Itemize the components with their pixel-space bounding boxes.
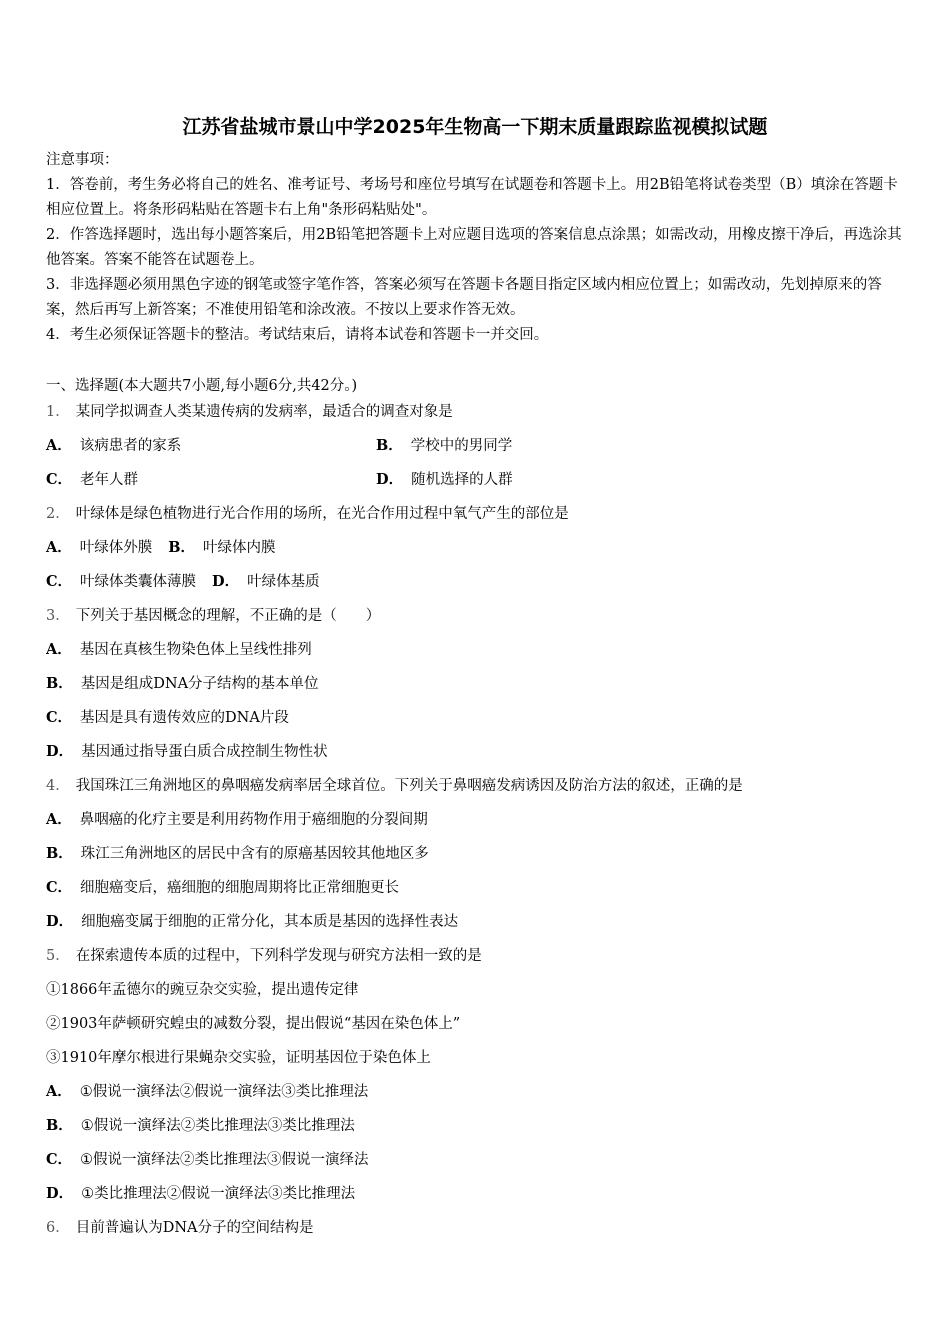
question-number: 5． [46, 948, 70, 964]
notice-item: 4．考生必须保证答题卡的整洁。考试结束后，请将本试卷和答题卡一并交回。 [46, 327, 549, 343]
option-c: C． 细胞癌变后，癌细胞的细胞周期将比正常细胞更长 [46, 879, 400, 896]
statement-item: ③1910年摩尔根进行果蝇杂交实验，证明基因位于染色体上 [46, 1050, 431, 1066]
section-heading: 一、选择题(本大题共7小题,每小题6分,共42分。) [46, 378, 358, 394]
statement-item: ①1866年孟德尔的豌豆杂交实验，提出遗传定律 [46, 982, 359, 998]
question-stem: 4． 我国珠江三角洲地区的鼻咽癌发病率居全球首位。下列关于鼻咽癌发病诱因及防治方法的叙述，正确的是 [46, 778, 743, 794]
option-b: B． ①假说一演绎法②类比推理法③类比推理法 [46, 1117, 355, 1134]
question-number: 2． [46, 506, 70, 522]
option-c: 叶绿体类囊体薄膜 [80, 574, 197, 590]
option-b: 叶绿体内膜 [203, 540, 276, 556]
option-c: C． 基因是具有遗传效应的DNA片段 [46, 709, 289, 726]
notice-item: 2．作答选择题时，选出每小题答案后，用2B铅笔把答题卡上对应题目选项的答案信息点涂黑；如需改动，用橡皮擦干净后，再选涂其他答案。答案不能答在试题卷上。 [46, 227, 902, 268]
option-b: B． 珠江三角洲地区的居民中含有的原癌基因较其他地区多 [46, 845, 429, 862]
option-a: A． 基因在真核生物染色体上呈线性排列 [46, 641, 312, 658]
option-d: D． ①类比推理法②假说一演绎法③类比推理法 [46, 1185, 356, 1202]
notice-block [46, 148, 906, 348]
question-stem: 6． 目前普遍认为DNA分子的空间结构是 [46, 1220, 314, 1236]
option-d: D． 细胞癌变属于细胞的正常分化，其本质是基因的选择性表达 [46, 913, 459, 930]
question-stem: 3． 下列关于基因概念的理解，不正确的是（ ） [46, 608, 381, 624]
question-number: 3． [46, 608, 70, 624]
option-c: C． 老年人群 [46, 471, 139, 488]
page-title: 江苏省盐城市景山中学2025年生物高一下期末质量跟踪监视模拟试题 [182, 116, 768, 138]
option-a: 叶绿体外膜 [79, 540, 153, 556]
option-d: D． 随机选择的人群 [376, 471, 513, 488]
option-a: A． 鼻咽癌的化疗主要是利用药物作用于癌细胞的分裂间期 [46, 811, 428, 828]
question-stem: 2． 叶绿体是绿色植物进行光合作用的场所，在光合作用过程中氧气产生的部位是 [46, 506, 569, 522]
question-number: 1． [46, 404, 70, 420]
notice-item: 3．非选择题必须用黑色字迹的钢笔或签字笔作答，答案必须写在答题卡各题目指定区域内相应位置上；如需改动，先划掉原来的答案，然后再写上新答案；不准使用铅笔和涂改液。不按以上要求作答无效。 [46, 277, 882, 318]
notice-item: 1．答卷前，考生务必将自己的姓名、准考证号、考场号和座位号填写在试题卷和答题卡上。用2B铅笔将试卷类型（B）填涂在答题卡相应位置上。将条形码粘贴在答题卡右上角"条形码粘贴处"。 [46, 177, 898, 218]
option-c: C． ①假说一演绎法②类比推理法③假说一演绎法 [46, 1151, 369, 1168]
question-stem: 1． 某同学拟调查人类某遗传病的发病率，最适合的调查对象是 [46, 404, 453, 420]
option-d: 叶绿体基质 [247, 574, 320, 590]
option-a: A． 该病患者的家系 [46, 437, 182, 454]
option-d: D． 基因通过指导蛋白质合成控制生物性状 [46, 743, 328, 760]
question-number: 4． [46, 778, 70, 794]
notice-heading: 注意事项： [46, 152, 119, 168]
question-stem: 5． 在探索遗传本质的过程中，下列科学发现与研究方法相一致的是 [46, 948, 482, 964]
option-a: A． ①假说一演绎法②假说一演绎法③类比推理法 [46, 1083, 369, 1100]
option-b: B． 学校中的男同学 [376, 437, 513, 454]
statement-item: ②1903年萨顿研究蝗虫的减数分裂，提出假说“基因在染色体上” [46, 1016, 461, 1032]
option-row-cd: C． 叶绿体类囊体薄膜 D． 叶绿体基质 [46, 573, 320, 590]
question-number: 6． [46, 1220, 70, 1236]
option-row-ab: A． 叶绿体外膜 B． 叶绿体内膜 [46, 539, 276, 556]
option-b: B． 基因是组成DNA分子结构的基本单位 [46, 675, 319, 692]
